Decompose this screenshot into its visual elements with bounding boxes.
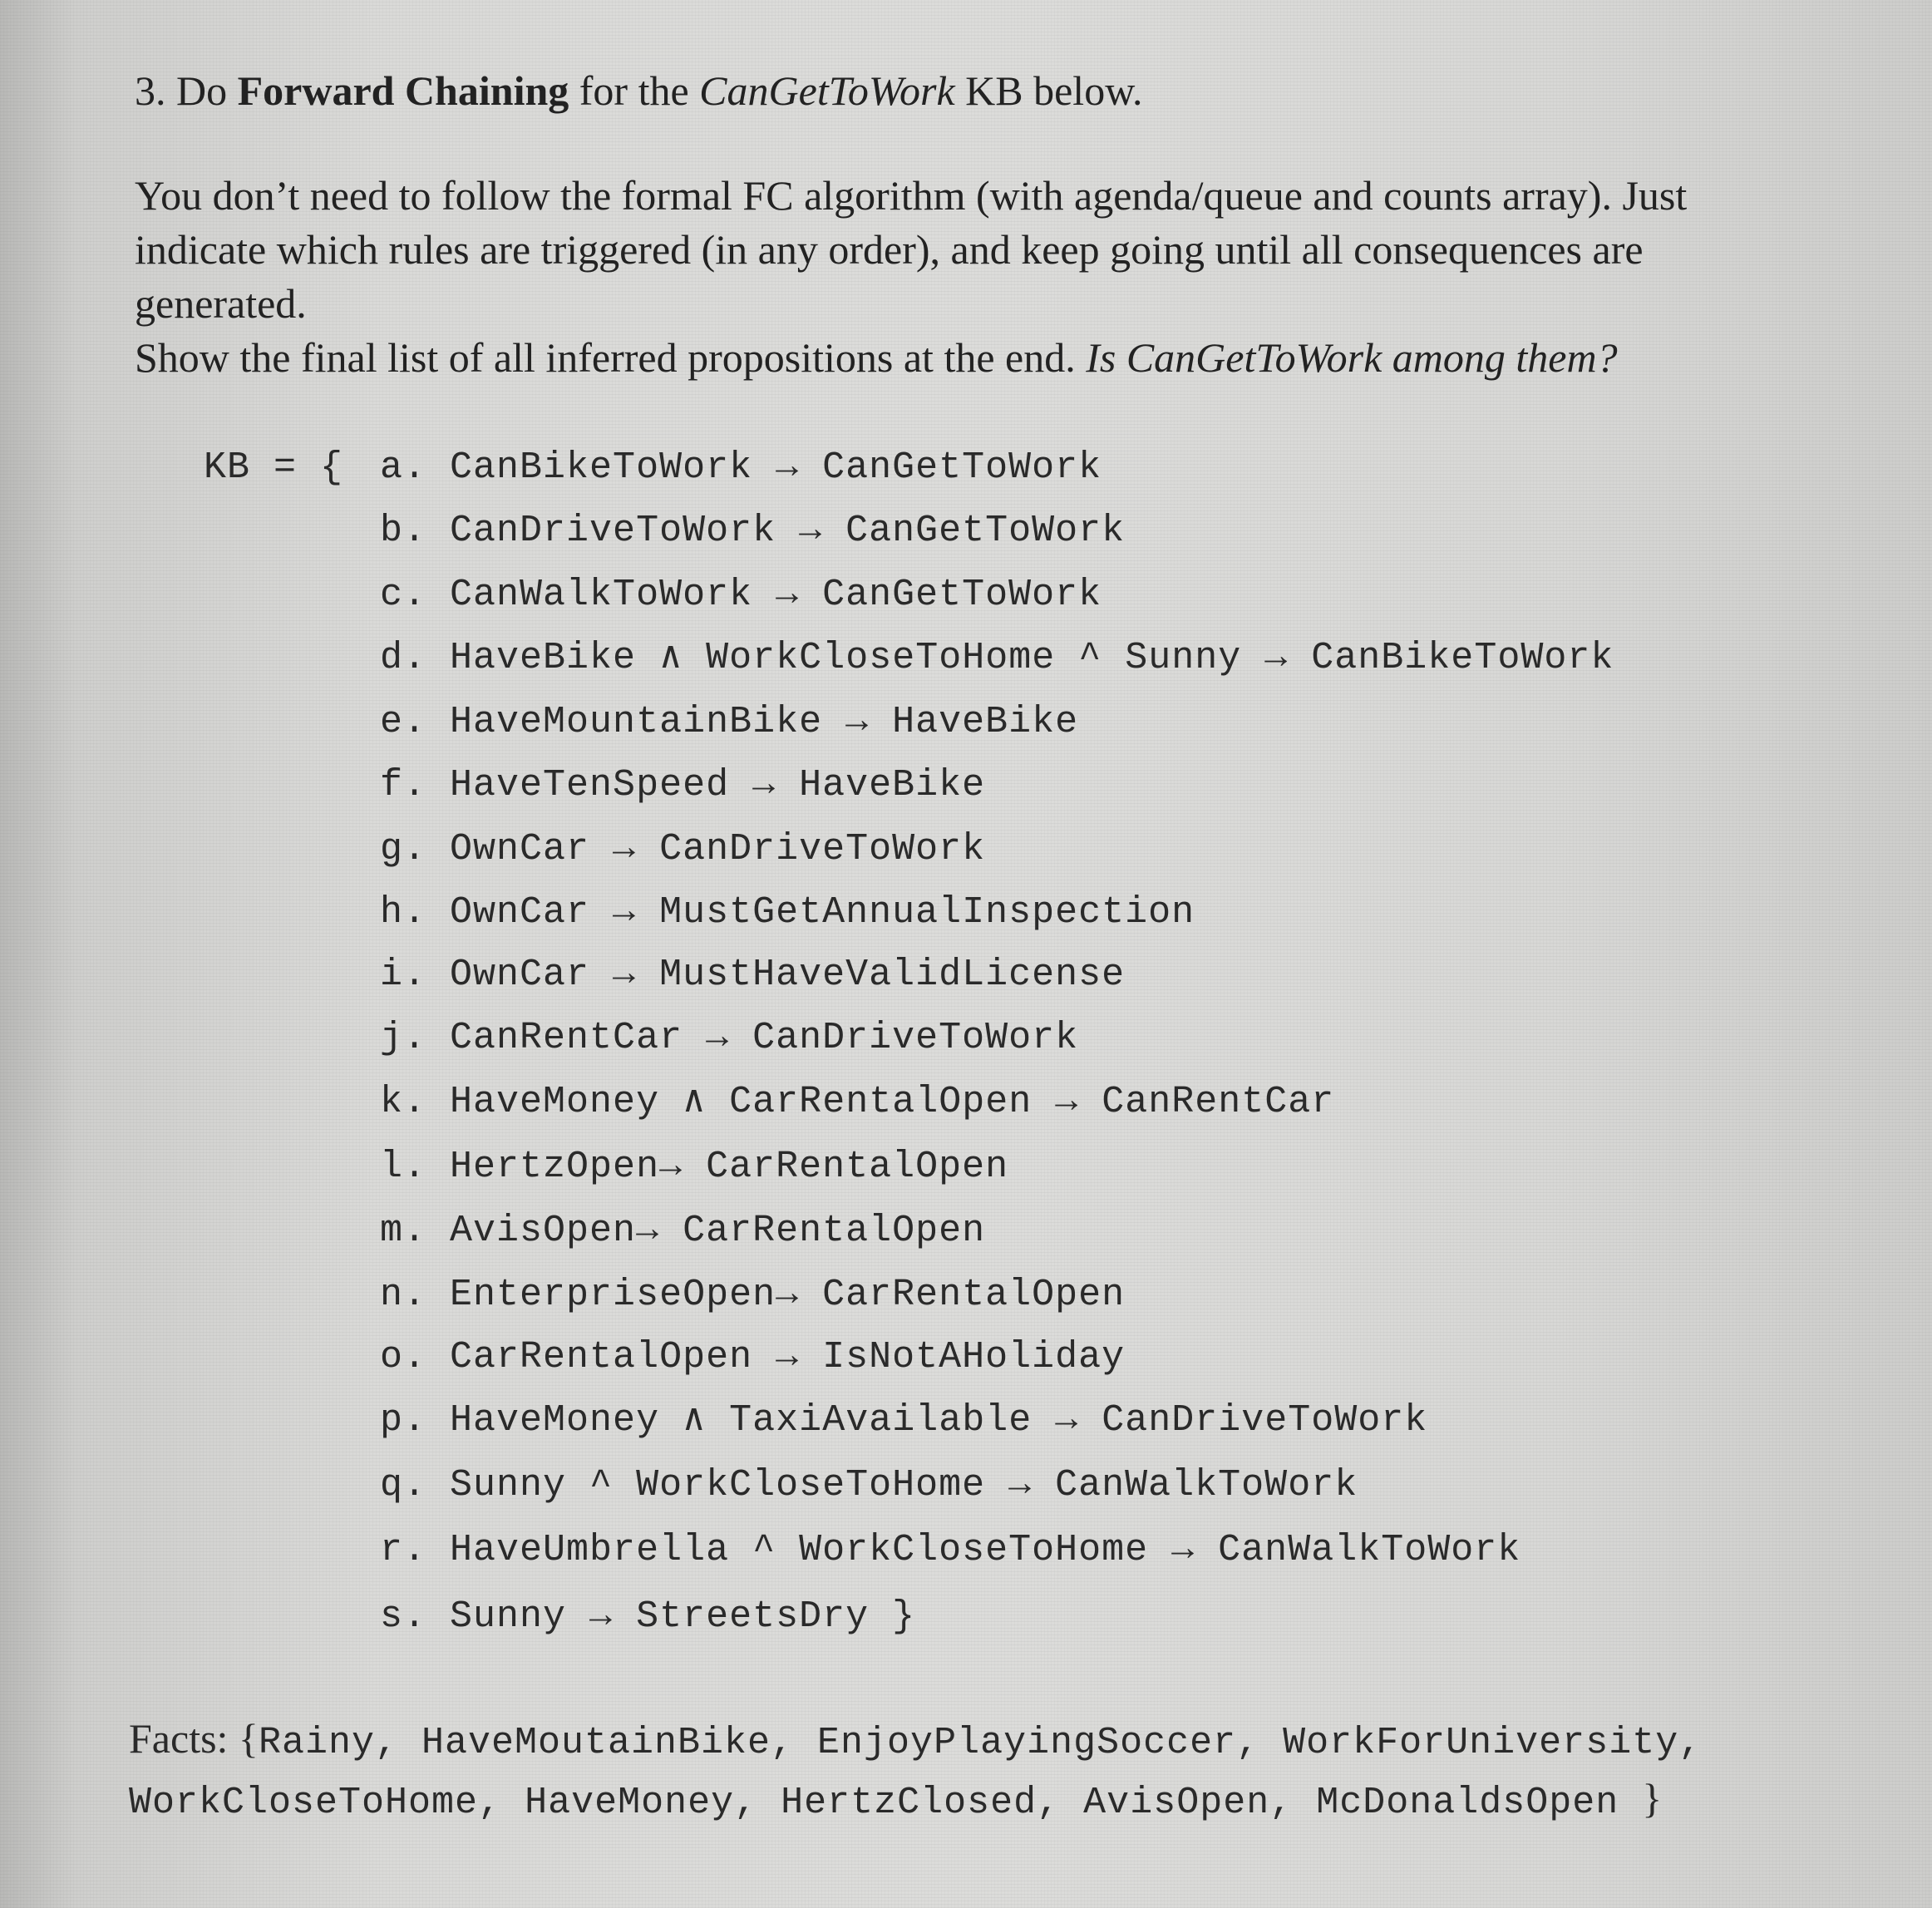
rule-label: h.: [380, 891, 427, 934]
facts-line-2: [129, 1777, 1662, 1822]
instruction-line-2: indicate which rules are triggered (in any order), and keep going until all consequences are: [135, 226, 1644, 273]
rule-label: s.: [380, 1595, 427, 1638]
kb-rule-e: [380, 703, 1078, 741]
kb-rule-j: [380, 1019, 1078, 1057]
rule-text: AvisOpen→ CarRentalOpen: [450, 1210, 986, 1252]
rule-text: OwnCar → CanDriveToWork: [450, 828, 986, 870]
rule-label: p.: [380, 1399, 427, 1442]
rule-text: HaveBike ∧ WorkCloseToHome ^ Sunny → CanBikeToWork: [450, 637, 1614, 679]
rule-label: q.: [380, 1464, 427, 1506]
rule-label: i.: [380, 954, 427, 996]
facts-label: Facts: {: [129, 1715, 259, 1762]
kb-rule-d: [380, 639, 1614, 677]
rule-label: b.: [380, 510, 427, 552]
question-title: [135, 67, 1143, 114]
kb-rule-f: [380, 764, 986, 806]
kb-rule-s: [380, 1595, 916, 1638]
kb-rule-o: [380, 1336, 1126, 1378]
kb-rule-q: [380, 1464, 1358, 1506]
kb-rule-h: [380, 891, 1195, 934]
rule-label: f.: [380, 764, 427, 806]
kb-rule-c: [380, 576, 1102, 614]
rule-text: HaveMoney ∧ CarRentalOpen → CanRentCar: [450, 1081, 1335, 1123]
rule-text: HaveMountainBike → HaveBike: [450, 701, 1079, 743]
rule-text: Sunny ^ WorkCloseToHome → CanWalkToWork: [450, 1464, 1358, 1506]
rule-text: CanBikeToWork → CanGetToWork: [450, 446, 1102, 489]
rule-text: HaveTenSpeed → HaveBike: [450, 764, 986, 806]
kb-rule-a: [380, 446, 1102, 489]
rule-text: OwnCar → MustGetAnnualInspection: [450, 891, 1195, 934]
rule-text: CarRentalOpen → IsNotAHoliday: [450, 1336, 1126, 1378]
title-post: KB below.: [965, 67, 1143, 114]
title-italic: CanGetToWork: [699, 67, 955, 114]
rule-label: e.: [380, 701, 427, 743]
kb-prefix: KB = {: [204, 446, 344, 489]
kb-rule-r: [380, 1531, 1520, 1569]
instruction-line-1: You don’t need to follow the formal FC algorithm (with agenda/queue and counts array). Just: [135, 172, 1688, 219]
show-line-plain: Show the final list of all inferred propositions at the end.: [135, 334, 1076, 381]
title-mid: for the: [579, 67, 689, 114]
title-pre: Do: [176, 67, 228, 114]
instruction-line-3: generated.: [135, 280, 307, 327]
rule-label: g.: [380, 828, 427, 870]
rule-text: HaveMoney ∧ TaxiAvailable → CanDriveToWork: [450, 1399, 1428, 1442]
rule-label: d.: [380, 637, 427, 679]
show-line-italic: Is CanGetToWork among them?: [1086, 334, 1618, 381]
kb-rule-k: [380, 1083, 1334, 1121]
facts-list-2: WorkCloseToHome, HaveMoney, HertzClosed, AvisOpen, McDonaldsOpen: [129, 1782, 1619, 1824]
rule-label: a.: [380, 446, 427, 489]
rule-label: n.: [380, 1274, 427, 1316]
rule-label: j.: [380, 1017, 427, 1059]
kb-rule-m: [380, 1212, 985, 1250]
rule-label: k.: [380, 1081, 427, 1123]
kb-rule-g: [380, 828, 986, 870]
kb-rule-b: [380, 512, 1125, 550]
rule-label: c.: [380, 574, 427, 616]
rule-text: Sunny → StreetsDry }: [450, 1595, 916, 1638]
rule-text: HaveUmbrella ^ WorkCloseToHome → CanWalkToWork: [450, 1529, 1521, 1571]
rule-text: EnterpriseOpen→ CarRentalOpen: [450, 1274, 1126, 1316]
rule-label: o.: [380, 1336, 427, 1378]
kb-rule-i: [380, 954, 1126, 996]
title-bold: Forward Chaining: [237, 67, 569, 114]
rule-text: CanDriveToWork → CanGetToWork: [450, 510, 1126, 552]
question-number: 3.: [135, 67, 166, 114]
rule-text: CanWalkToWork → CanGetToWork: [450, 574, 1102, 616]
facts-close-brace: }: [1642, 1775, 1663, 1822]
kb-rule-n: [380, 1276, 1125, 1314]
rule-text: HertzOpen→ CarRentalOpen: [450, 1146, 1009, 1188]
kb-rule-l: [380, 1148, 1008, 1186]
rule-label: l.: [380, 1146, 427, 1188]
facts-list-1: Rainy, HaveMoutainBike, EnjoyPlayingSoccer, WorkForUniversity,: [258, 1722, 1703, 1764]
rule-label: r.: [380, 1529, 427, 1571]
rule-text: CanRentCar → CanDriveToWork: [450, 1017, 1079, 1059]
kb-rule-p: [380, 1399, 1428, 1442]
instruction-show-line: [135, 334, 1618, 381]
rule-text: OwnCar → MustHaveValidLicense: [450, 954, 1126, 996]
facts-line-1: [129, 1715, 1703, 1764]
rule-label: m.: [380, 1210, 427, 1252]
